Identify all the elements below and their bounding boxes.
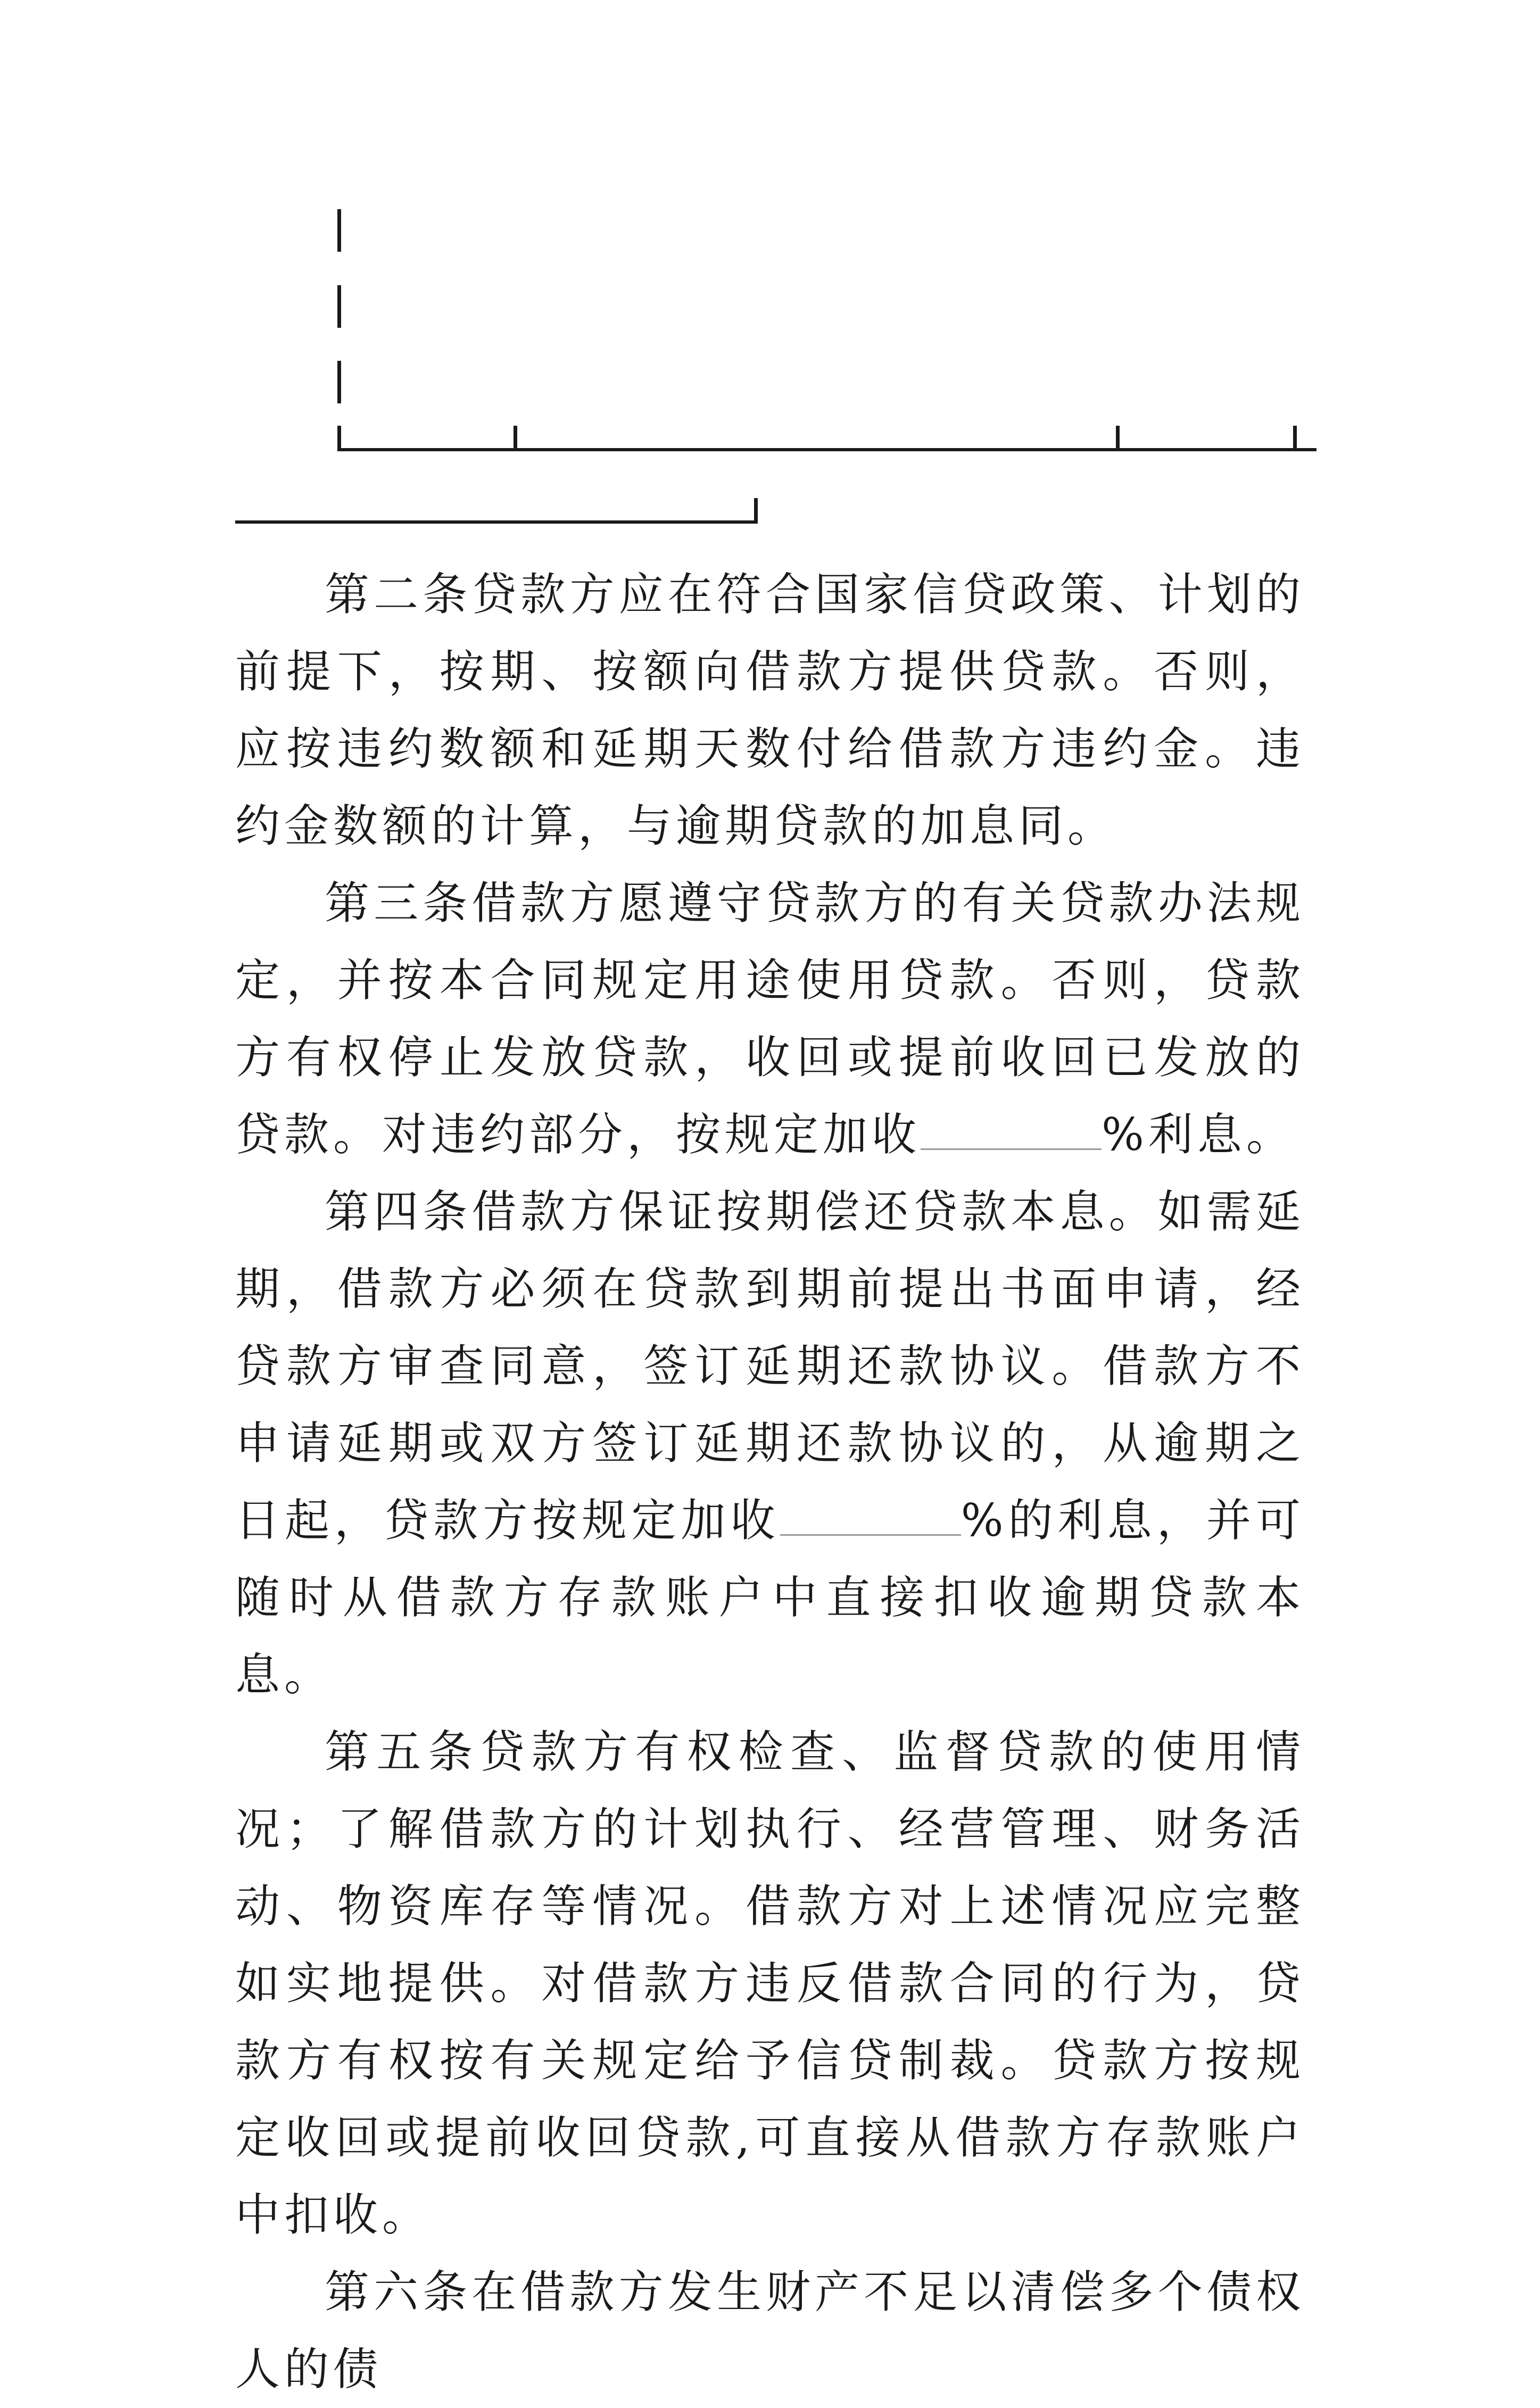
overdue-interest-blank[interactable] — [780, 1502, 961, 1536]
border-junction — [1116, 426, 1120, 451]
border-junction — [1293, 426, 1297, 451]
article-5-text: 第五条贷款方有权检查、监督贷款的使用情况；了解借款方的计划执行、经营管理、财务活动、物资库存等情况。借款方对上述情况应完整如实地提供。对借款方违反借款合同的行为，贷款方有权按有关规定给予信贷制裁。贷款方按规定收回或提前收回贷款,可直接从借款方存款账户中扣收。 — [235, 1726, 1305, 2241]
article-4-paragraph — [235, 1173, 1305, 1714]
horizontal-border — [337, 448, 1317, 451]
article-2-paragraph — [235, 556, 1305, 865]
interest-rate-blank[interactable] — [921, 1116, 1102, 1150]
horizontal-border — [235, 520, 758, 524]
article-6-text: 第六条在借款方发生财产不足以清偿多个债权人的债 — [235, 2266, 1305, 2395]
article-2-text: 第二条贷款方应在符合国家信贷政策、计划的前提下，按期、按额向借款方提供贷款。否则，应按违约数额和延期天数付给借款方违约金。违约金数额的计算，与逾期贷款的加息同。 — [235, 568, 1305, 852]
vertical-border-segment — [337, 285, 341, 328]
contract-body — [235, 556, 1305, 2408]
border-junction — [514, 426, 517, 451]
article-4-text-after: %的利息，并可随时从借款方存款账户中直接扣收逾期贷款本息。 — [235, 1494, 1305, 1701]
article-5-paragraph — [235, 1714, 1305, 2254]
corner-bottom-left — [337, 426, 341, 451]
vertical-border-segment — [337, 209, 341, 252]
vertical-border-segment — [337, 361, 341, 403]
table-border-fragment — [0, 0, 1540, 532]
article-3-text-after: %利息。 — [1102, 1108, 1295, 1161]
article-4-text-before: 第四条借款方保证按期偿还贷款本息。如需延期，借款方必须在贷款到期前提出书面申请，经贷款方审查同意，签订延期还款协议。借款方不申请延期或双方签订延期还款协议的，从逾期之日起，贷款方按规定加收 — [235, 1186, 1305, 1546]
article-3-text-before: 第三条借款方愿遵守贷款方的有关贷款办法规定，并按本合同规定用途使用贷款。否则，贷款方有权停止发放贷款，收回或提前收回已发放的贷款。对违约部分，按规定加收 — [235, 877, 1305, 1161]
article-3-paragraph — [235, 865, 1305, 1173]
article-6-paragraph — [235, 2254, 1305, 2408]
corner-bottom-right — [754, 498, 758, 524]
